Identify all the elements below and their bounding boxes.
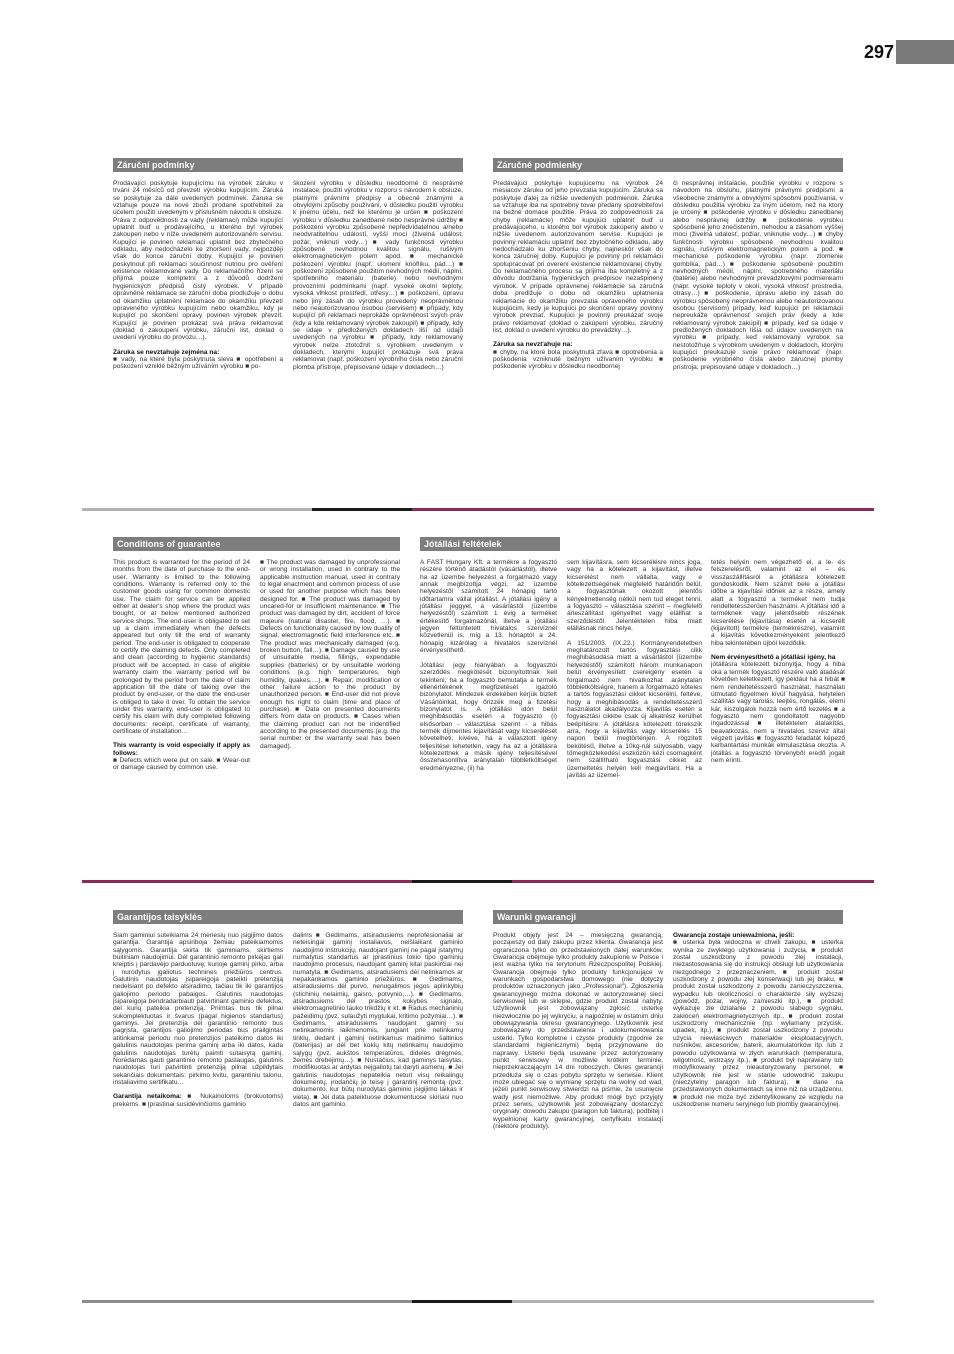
sk-exclusions-text: ■ chyby, na ktoré bola poskytnutá zľava ■ opotrebenia a poškodenia vzniknuté bežným užívaním výrobku ■ poškodenie výrobku v dôsledku neodbornej (493, 348, 663, 371)
hu-exclusions-heading: Nem érvényesíthető a jótállási igény, ha (711, 654, 836, 662)
en-column-2 (260, 559, 400, 859)
en-body-text: This product is warranted for the period of 24 months from the date of purchase to the end-user. Warranty is limited to the following conditions. Warranty is referred only to the customer goods using for common domestic use. The claim for service can be applied either at dealer's shop where the product was bought, or at below mentioned authorized service shops. The end-user is obligated to set up a claim immediately when the defects appeared but only till the end of warranty period. The end-user is obligated to cooperate to certify the claiming defects. Only completed and clean (according to hygienic standards) product will be accepted. In case of eligible warranty claim the warranty period will be prolonged by the period from the date of claim application till the date of taking over the product by end-user, or the date the end-user is obliged to take it over. To obtain the service under this warranty, end-user is obligated to certify his claim with duly completed following documents: receipt, certificate of warranty, certificate of installation… (113, 559, 250, 735)
pl-column-2 (673, 932, 843, 1252)
page-number: 297 (864, 42, 895, 62)
lt-column-1 (113, 932, 283, 1252)
cz-exclusions-text: ■ vady, na které byla poskytnuta sleva ■ opotřebení a poškození vzniklé běžným užíváním výrobku ■ po- (113, 355, 283, 371)
sk-column-2 (673, 180, 843, 470)
section-header-lt: Garantijos taisyklės (113, 910, 463, 924)
cz-column-1 (113, 180, 283, 470)
section-separator-2 (82, 880, 874, 883)
cz-column-2 (293, 180, 463, 470)
en-exclusions-list: ■ The product was damaged by unprofessional or wrong installation, used in contrary to the applicable instruction manual, used in contrary to legal enactment and common process of use or used for another purpose which has been designed for. ■ The product was damaged by uncared-for or insufficient maintenance. ■ The product was damaged by dirt, accident of force majeure (natural disaster, fire, flood, …). ■ Defects on functionality caused by low duality of signal, electromagnetic field interference etc. ■ The product was mechanically damaged (e.g. broken button, fall…). ■ Damage caused by use of unsuitable media, fillings, expendable supplies (batteries) or by unsuitable working conditions (e.g. high temperatures, high humidity, quakes,…). ■ Repair, modification or other failure action to the product by unauthorized person. ■ End-user did not prove enough his right to claim (time and place of purchase). ■ Data on presented documents differs from data on products. ■ Cases when the claiming product can not be indentified according to the presented documents (e.g. the serial number or the warranty seal has been damaged). (260, 559, 400, 750)
section-header-sk: Záručné podmienky (493, 158, 843, 172)
cz-body-text: Prodávající poskytuje kupujícímu na výrobek záruku v trvání 24 měsíců od převzetí výrobku kupujícím. Záruka se poskytuje za dále uvedených podmínek. Záruka se vztahuje pouze na nové zboží prodané spotřebiteli za účelem použití uvedeným v příslušném návodu k obsluze. Práva z odpovědnosti za vady (reklamaci) může kupující uplatnit buď u prodávajícího, u kterého byl výrobek zakoupen nebo v níže uvedeném autorizovaném servisu. Kupující je povinen reklamaci uplatnit bez zbytečného odkladu, aby nedocházelo ke zhoršení vady, nejpozději však do konce záruční doby. Kupující je povinen poskytnout při reklamaci součinnost nutnou pro ověření existence reklamované vady. Do reklamačního řízení se přijímá pouze kompletní a z důvodů dodržení hygienických předpisů čistý výrobek. V případě oprávněné reklamace se záruční doba prodlužuje o dobu od okamžiku uplatnění reklamace do okamžiku převzetí opraveného výrobku kupujícím nebo okamžiku, kdy je kupující po skončení opravy povinen výrobek převzít. Kupující je povinen prokázat svá práva reklamovat (doklad o zakoupení výrobku, záruční list, doklad o uvedení výrobku do provozu…). (113, 180, 283, 342)
pl-column-1 (493, 932, 663, 1252)
lt-exclusions-heading: Garantija netaikoma: (113, 1093, 182, 1101)
section-separator-3 (82, 1300, 874, 1303)
pl-exclusions-heading: Gwarancja zostaje unieważniona, jeśli: (673, 932, 795, 939)
section-header-hu: Jótállási feltételek (420, 537, 560, 551)
hu-body-text-3: tetés helyén nem végezhető el, a le- és felszerelésről, valamint az el – és visszaszállításról a jótállásra kötelezett gondoskodik. Nem számít bele a jótállási időbe a kijavítási időnek az a része, amely alatt a fogyasztó a terméket nem tudja rendeltetésszerűen használni. A jótállási idő a terméknek vagy jelentősebb részének kicserélése (kijavítása) esetén a kicserélt (kijavított) termékre (termékrészre), valamint a kijavítás következményeként jelentkező hiba tekintetében újból kezdődik. (711, 559, 845, 647)
lt-body-text: Šiam gaminiui suteikiama 24 mėnesių nuo įsigijimo datos garantija. Garantija apsiriboja žemiau pateikiamomis sąlygomis. Garantija skirta tik gaminiams, skirtiems buitiniam naudojimui. Dėl garantinio remonto pirkėjas gali kreiptis į pardavėjo parduotuvę, kurioje gaminį pirko, arba į nurodytus įgaliotus technines priežiūros centrus. Galutinis naudotojas įsipareigoja pateikti pretenziją nedelsiant po defekto atsiradimo, tačiau tik iki garantijos galiojimo periodo pabaigos. Galutinis naudotojas įsipareigoja bendradarbiauti patvirtinant gaminio defektus, dėl kurių pateikia pretenziją. Priimtas bus tik pilnai sukomplektuotas ir švarus (pagal higienos standartus) gaminys. Jei pretenzija dėl garantinio remonto bus pagrįsta, garantijos galiojimo periodas bus prailgintas atitinkamai periodu nuo pretenzijos pateikimo datos iki galutinis naudotojas perima gaminį arba iki datos, kada galutinis naudotojas turėtų paimti sutaisytą gaminį. Norėdamas gauti garantinio remonto paslaugas, galutinis naudotojas turi patvirtinti pretenziją pilnai užpildytais sekančiais dokumentais: pirkimo kvitu, garantiniu talonu, instaliavimo sertifikatu… (113, 932, 283, 1086)
lt-exclusions-list: dalims ■ Gedimams, atsiradusiems neprofesionaliai ar neteisingai gaminį instaliavus, neišlaikant gaminio naudojimo instrukcijų, naudojant gaminį ne pagal įstatymų numatytus standartus ar įprastinius tokio tipo gaminių naudojimo procesus, naudojant gaminį kitai paskirčiai nei numatyta. ■ Gedimams, atsiradusiems dėl netinkamos ar nepakankamos gaminio priežiūros. ■ Gedimams, atsiradusiems dėl purvo, nenugalimos jėgos aplinkybių (stichinių nelaimių, gaisro, potvynio,…). ■ Gedimams, atsiradusiems dėl prastos kokybės signalo, elektromagnetinio lauko trikdžių ir kt. ■ Radus mechaninių pažeidimų (pvz. sulaužyti mygtukai, kritimo požymiai…). ■ Gedimams, atsiradusiems naudojant gaminį su netinkamomis laikmenomis, jungiant prie netinkamų tinklų, dedant į gaminį netinkamus maitinimo šaltinius (baterijas) ar dėl bet kokių kitų netinkamų naudojimo sąlygų (pvz. aukštos temperatūros, didelės drėgmės, žemės drebėjimų…). ■ Nustačius, kad gaminys taisytas, modifikuotas ar ardytas neįgaliotų tai daryti asmenų. ■ Jei galutinis naudotojas nepateikia neturi visų reikalingų dokumentų, įrodančių jo teisę į garantinį remontą (pvz. dokumento, kur būtų nurodytas gaminio įsigijimo laikas ir vieta). ■ Jei data pateiktuose dokumentuose skiriasi nuo datos ant gaminio. (293, 932, 463, 1108)
sk-column-1 (493, 180, 663, 470)
page-number-bar (896, 40, 954, 64)
lt-exclusions-text: ■ Nukainotoms (brokuotoms) prekėms. ■ Įprastinai susidėvinčioms gaminio (113, 1093, 283, 1108)
cz-exclusions-list: škození výrobku v důsledku neodborné či nesprávné instalace, použití výrobku v rozporu s návodem k obsluze, platnými právními předpisy a obecně známými a obvyklými způsoby používání, v důsledku použití výrobku k jinému účelu, než ke kterému je určen ■ poškození výrobku v důsledku zanedbané nebo nesprávné údržby ■ poškození výrobku způsobené nepředvídatelnou a/nebo neodvratitelnou událostí, vyšší mocí (živelná událost, požár, vniknutí vody…) ■ vady funkčnosti výrobku způsobené nevhodnou kvalitou signálu, rušivým elektromagnetickým polem apod. ■ mechanické poškození výrobku (např. ulomení knoflíku, pád…) ■ poškození způsobené použitím nevhodných médií, náplní, spotřebního materiálu (baterie) nebo nevhodnými provozními podmínkami (např. vysoké okolní teploty, vysoká vlhkost prostředí, otřesy…) ■ poškození, úpravu nebo jiný zásah do výrobku provedený neoprávněnou nebo neautorizovanou osobou (servisem) ■ případy, kdy kupující při reklamaci neprokáže oprávněnost svých práv (kdy a kde reklamovaný výrobek zakoupil) ■ případy, kdy se údaje v předložených dokladech liší od údajů uvedených na výrobku ■ případy, kdy reklamovaný výrobek nelze ztotožnit s výrobkem uvedeným v dokladech, kterými kupující prokazuje svá práva reklamovat (např. poškození výrobního čísla nebo záruční plomba přístroje, přepisované údaje v dokladech…) (293, 180, 463, 371)
section-header-en: Conditions of guarantee (113, 537, 400, 551)
section-header-pl: Warunki gwarancji (493, 910, 843, 924)
cz-exclusions-heading: Záruka se nevztahuje zejména na: (113, 348, 220, 356)
sk-exclusions-heading: Záruka sa nevzťahuje na: (493, 341, 573, 349)
en-exclusions-text: ■ Defects which were put on sale. ■ Wear-out or damage caused by common use. (113, 756, 250, 772)
en-column-1 (113, 559, 250, 859)
hu-body-text-2: sem kijavításra, sem kicserélésre nincs joga, vagy ha a kötelezett a kijavítást, illetve kicserélést nem vállalta, vagy e kötelezettségének megfelelő határidőn belül, a fogyasztónak okozott jelentős kényelmetlenség nélkül nem tud eleget tenni, a fogyasztó – választása szerint – megfelelő árleszállítást igényelhet vagy elállhat a szerződéstől. Jelentéktelen hiba miatt elállásnak nincs helye. A 151/2003. (IX.22.) Kormányrendeletben meghatározott tartós fogyasztási cikk meghibásodása miatt a vásárlástól (üzembe helyezéstől) számított három munkanapon belül érvényesített csereigény esetén a forgalmazó nem hivatkozhat aránytalan többletköltségre, hanem a forgalmazó köteles a tartós fogyasztási cikket kicserélni, feltéve, hogy a meghibásodás a rendeltetésszerű használatot akadályozza. Kijavítás esetén a fogyasztási cikkbe csak új alkatrész kerülhet beépítésre. A jótállásra kötelezett törekszik arra, hogy a kijavítás vagy kicserélés 15 napon belül megtörténjen. A rögzített bekötésű, illetve a 10kg-nál súlyosabb, vagy tömegközlekedési eszközön kézi csomagként nem szállítható fogyasztási cikket az üzemeltetés helyén kell megjavítani. Ha a javítás az üzemel- (567, 559, 702, 779)
sk-exclusions-list: či nesprávnej inštalácie, použitie výrobku v rozpore s návodom na obsluhu, platnými právnymi predpismi a všeobecne známymi a obvyklými spôsobmi používania, v dôsledku použitia výrobku za iným účelom, než na ktorý je určený ■ poškodenie výrobku v dôsledku zanedbanej alebo nesprávnej údržby ■ poškodenie výrobku spôsobené jeho znečistením, nehodou a zásahom vyššej moci (živelná udalosť, požiar, vniknutie vody…) ■ chyby funkčnosti výrobku spôsobené nevhodnou kvalitou signálu, rušivým elektromagnetickým polom a pod. ■ mechanické poškodenie výrobku (napr. zlomenie gombíka, pád…) ■ poškodenie spôsobené použitím nevhodných médií, náplní, spotrebného materiálu (batérie) alebo nevhodnými prevádzkovými podmienkami (napr. vysoké teploty v okolí, vysoká vlhkosť prostredia, otrasy…) ■ poškodenie, úpravu alebo iný zásah do výrobku spôsobený neoprávnenou alebo neautorizovanou osobou (servisom) prípady, keď kupujúci pri reklamácii nepreukáže oprávnenosť svojich práv (kedy a kde reklamovaný výrobok zakúpil) ■ prípady, keď sa údaje v predložených dokladoch líšia od údajov uvedených na výrobku ■ prípady, keď reklamovaný výrobok sa nestotožňuje s výrobkom uvedeným v dokladoch, ktorými kupujúci preukazuje svoje právo reklamovať (napr. poškodenie výrobného čísla alebo záručnej plomby prístroja, prepisované údaje v dokladoch…) (673, 180, 843, 371)
section-separator-1 (82, 508, 874, 511)
sk-body-text: Predávajúci poskytuje kupujúcemu na výrobok 24 mesiacov záruku od jeho prevzatia kupujúcim. Záruka sa poskytuje ďalej za nižšie uvedených podmienok. Záruka sa vzťahuje iba na spotrebný tovar predaný spotrebiteľovi na bežné domáce použitie. Práva zo zodpovednosti za chyby (reklamácie) môže kupujúci uplatniť buď u predávajúceho, u ktorého bol výrobok zakúpený alebo v nižšie uvedenom autorizovanom servise. Kupujúci je povinný reklamáciu uplatniť bez zbytočného odkladu, aby nedochádzalo ku zhoršeniu chyby, najneskôr však do konca záručnej doby. Kupujúci je povinný pri reklamácii spolupracovať pri overení existencie reklamovanej chyby. Do reklamačného procesu sa prijíma iba kompletný a z dôvodu dodržania hygienických predpisov nezašpinený výrobok. V prípade oprávnenej reklamácie sa záručná doba predlžuje o dobu od okamžiku uplatnenia reklamácie do okamžiku prevzatia opraveného výrobku kupujúcim, kedy je kupujúci po skončení opravy povinný výrobok prevziať. Kupujúci je povinný preukázať svoje právo reklamovať (doklad o zakúpení výrobku, záručný list, doklad o uvedení výrobku do prevádzky…). (493, 180, 663, 334)
en-exclusions-heading: This warranty is void especially if apply as follows: (113, 742, 250, 757)
section-header-cz: Záruční podmínky (113, 158, 463, 172)
hu-column-3 (711, 559, 845, 859)
hu-column-1 (420, 559, 557, 859)
hu-body-text: A FAST Hungary Kft. a termékre a fogyasztó részére történő átadástól (vásárlástól), illetve ha az üzembe helyezést a forgalmazó vagy annak megbízottja végzi, az üzembe helyezéstől számított 24 hónapig tartó időtartamra vállal jótállást. A jótállási igény a jótállási jeggyel, a vásárlástól (üzembe helyezéstől) számított 1 évig a terméket értékesítő forgalmazónál, illetve a jótállási jegyen feltüntetett hivatalos szervíznél közvetlenül is, míg a 13. hónaptól a 24. hónapig kizárólag a hivatalos szervíznél érvényesíthető. Jótállási jegy hiányában a fogyasztói szerződés megkötését bizonyítottnak kell tekinteni, ha a fogyasztó bemutatja a termék ellenértékének megfizetését igazoló bizonylatot. Mindezek érdekében kérjük biztelt Vásárlóinkat, hogy őrizzék meg a fizetési bizonylatot is. A jótállási idón belül meghibásodás esetén a fogyasztó (i) elsősorban - választása szerint - a hibás termék díjmentes kijavítását vagy kicserélését követelheti, kivéve, ha a választott igény teljesítése lehetetlen, vagy ha az a jótállásra kötelezettnek a másik igény teljesítésével összehasonlítva aránytalan többletköltséget eredményezne, (ii) ha (420, 559, 557, 772)
pl-exclusions-list: ■ usterka była widoczna w chwili zakupu, ■ usterka wynika ze zwykłego użytkowania i zużycia, ■ produkt został uszkodzony z powodu złej instalacji, niezastosowania się do instrukcji obsługi lub użytkowania niezgodnego z przeznaczeniem, ■ produkt został uszkodzony z powodu złej konserwacji lub jej braku, ■ produkt został uszkodzony z powodu zanieczyszczenia, wypadku lub okoliczności o charakterze siły wyższej (powódź, pożar, wojny, zamieszki itp.), ■ produkt wykazuje złe działanie z powodu słabego sygnału, zakłóceń elektromagnetycznych itp., ■ produkt został uszkodzony mechanicznie (np. wyłamany przycisk, upadek, itp.), ■ produkt został uszkodzony z powodu użycia niewłaściwych materiałów eksploatacyjnych, nośników, akcesoriów, baterii, akumulatorków itp. lub z powodu użytkowania w złych warunkach (temperatura, wilgotność, wstrząsy itp.), ■ produkt był naprawiany lub modyfikowany przez nieautoryzowany personel, ■ użytkownik nie jest w stanie udowodnić zakupu (nieczytelny paragon lub faktura), ■ dane na przedstawionych dokumentach są inne niż na urządzeniu, ■ produkt nie może być zidentyfikowany ze względu na uszkodzenie numeru seryjnego lub plomby gwarancyjnej. (673, 939, 843, 1108)
lt-column-2 (293, 932, 463, 1252)
pl-body-text: Produkt objęty jest 24 – miesięczną gwarancją, począwszy od daty zakupu przez klienta. Gwarancja jest ograniczona tylko do przedstawionych dalej warunków. Gwarancja obejmuje tylko produkty zakupione w Polsce i jest ważna tylko na terytorium Rzeczpospolitej Polskiej. Gwarancja obejmuje tylko produkty funkcjonujące w warunkach gospodarstwa domowego (nie dotyczy produktów oznaczonych jako „Professional"). Zgłoszenia gwarancyjnego można dokonać w autoryzowanej sieci serwisowej lub w sklepie, gdzie produkt został nabyty. Użytkownik jest zobowiązany zgłosić usterkę niezwłocznie po jej wykryciu, a najpóźniej w ostatnim dniu obowiązywania okresu gwarancyjnego. Użytkownik jest zobowiązany do przedstawienia i udokumentowania usterki. Tylko kompletne i czyste produkty (zgodnie ze standardami higienicznymi) będą przyjmowane do naprawy. Usterki będą usuwane przez autoryzowany punkt serwisowy w możliwie krótkim terminie, nieprzekraczającym 14 dni roboczych. Okres gwarancji przedłuża się o czas pobytu sprzętu w serwisie. Klient może ubiegać się o wymianę sprzętu na wolny od wad, jeżeli punkt serwisowy stwierdzi na piśmie, że usunięcie wady jest niemożliwe. Aby produkt mógł być przyjęty przez serwis, użytkownik jest zobowiązany dostarczyć oryginały: dowodu zakupu (paragon lub faktura), podbitej i wypełnionej karty gwarancyjnej, certyfikatu instalacji (niektóre produkty). (493, 932, 663, 1130)
hu-column-2 (567, 559, 702, 859)
hu-exclusions-text: jótállásra kötelezett bizonyítja, hogy a hiba oka a termék fogyasztó részére való átadását követően keletkezett, így például ha a hibát ■ nem rendeltetésszerű használat, használati útmutató figyelmen kívül hagyása, helytelen szállítás vagy tárolás, leejtés, rongálás, elemi kár, kiszolgálok hozzá nem értő kezelés ■ a fogyasztó nem gondoltatott nagyobb ingadozással ■ illetéktelen átalakítás, beavatkozás, nem a hivatalos szerviz által végzett javítás ■ fogyasztó feladatát képező karbantartási munkák elmulasztása okozta. A jótállás a fogyasztó törvényből eredő jogait nem érinti. (711, 661, 845, 764)
